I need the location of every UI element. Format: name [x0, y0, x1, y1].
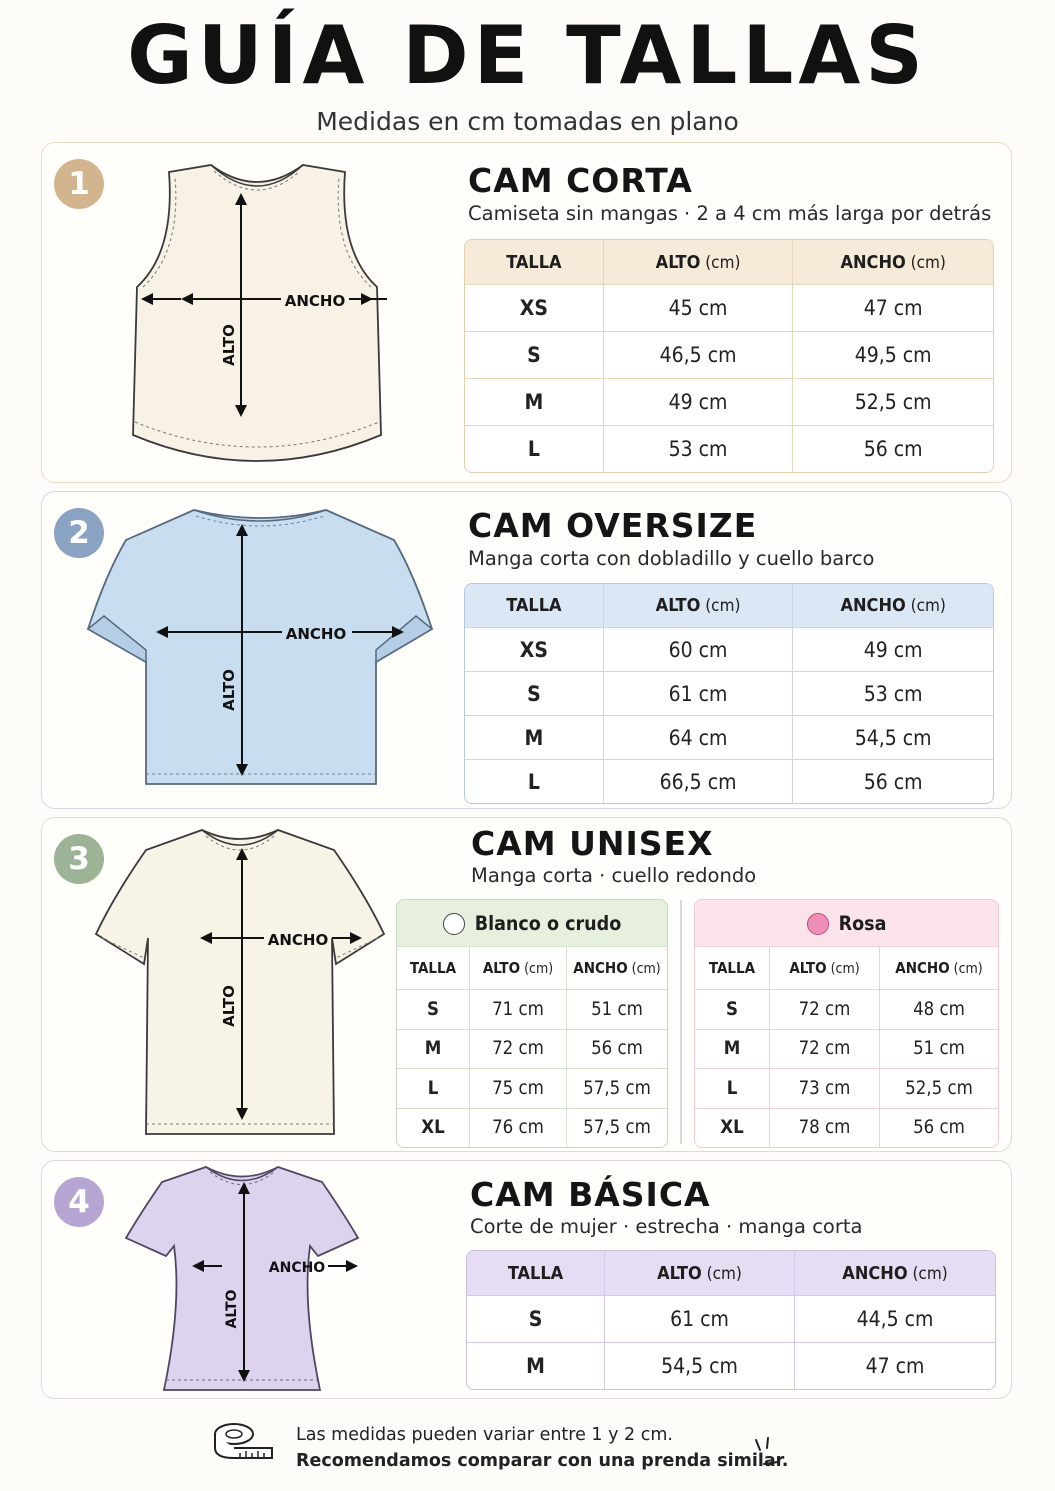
variation-note: Las medidas pueden variar entre 1 y 2 cm. — [296, 1425, 673, 1445]
section-subtitle: Manga corta · cuello redondo — [471, 864, 757, 887]
section-subtitle: Corte de mujer · estrecha · manga corta — [470, 1215, 863, 1238]
table-row — [397, 1069, 667, 1109]
ancho-cell: 53 cm — [793, 672, 993, 716]
table-row — [397, 1030, 667, 1070]
size-cell: S — [465, 672, 604, 716]
section-title: CAM UNISEX — [471, 824, 714, 863]
ancho-cell: 57,5 cm — [567, 1069, 667, 1109]
table-row — [465, 426, 993, 472]
size-table — [464, 239, 994, 473]
size-cell: M — [695, 1030, 770, 1070]
size-cell: S — [695, 990, 770, 1030]
alto-cell: 53 cm — [604, 426, 794, 472]
alto-cell: 72 cm — [470, 1030, 567, 1070]
table-row — [465, 332, 993, 379]
sparkle-icon — [752, 1436, 782, 1472]
size-cell: XS — [465, 285, 604, 332]
size-cell: S — [465, 332, 604, 379]
size-cell: M — [465, 379, 604, 426]
ancho-cell: 54,5 cm — [793, 716, 993, 760]
column-header: ALTO (cm) — [770, 947, 880, 990]
alto-cell: 64 cm — [604, 716, 794, 760]
ancho-cell: 56 cm — [880, 1109, 998, 1148]
alto-cell: 46,5 cm — [604, 332, 794, 379]
alto-cell: 71 cm — [470, 990, 567, 1030]
section-cam-basica — [41, 1160, 1012, 1399]
alto-cell: 49 cm — [604, 379, 794, 426]
ancho-cell: 52,5 cm — [793, 379, 993, 426]
alto-cell: 72 cm — [770, 990, 880, 1030]
section-subtitle: Camiseta sin mangas · 2 a 4 cm más larga por detrás — [468, 202, 992, 225]
color-swatch-icon — [807, 913, 829, 935]
section-number-badge: 1 — [54, 159, 104, 209]
color-variant-label: Blanco o crudo — [474, 911, 622, 935]
column-header: ANCHO (cm) — [880, 947, 998, 990]
column-header: ALTO (cm) — [604, 584, 794, 628]
alto-cell: 61 cm — [605, 1296, 795, 1343]
height-label: ALTO — [220, 324, 238, 366]
ancho-cell: 52,5 cm — [880, 1069, 998, 1109]
column-header: ALTO (cm) — [605, 1251, 795, 1296]
alto-cell: 75 cm — [470, 1069, 567, 1109]
alto-cell: 61 cm — [604, 672, 794, 716]
alto-cell: 73 cm — [770, 1069, 880, 1109]
table-row — [695, 990, 998, 1030]
section-number-badge: 4 — [54, 1177, 104, 1227]
color-swatch-icon — [443, 913, 465, 935]
ancho-cell: 57,5 cm — [567, 1109, 667, 1148]
size-cell: L — [397, 1069, 470, 1109]
table-row — [695, 1030, 998, 1070]
recommendation-note: Recomendamos comparar con una prenda similar. — [296, 1451, 789, 1471]
table-row — [465, 760, 993, 803]
page-title: GUÍA DE TALLAS — [127, 9, 928, 102]
size-table-blanco — [396, 899, 668, 1148]
table-row — [465, 672, 993, 716]
ancho-cell: 44,5 cm — [795, 1296, 995, 1343]
color-variant-label: Rosa — [838, 911, 887, 935]
color-variant-header — [397, 900, 667, 947]
column-header: TALLA — [465, 584, 604, 628]
alto-cell: 45 cm — [604, 285, 794, 332]
alto-cell: 66,5 cm — [604, 760, 794, 803]
alto-cell: 60 cm — [604, 628, 794, 672]
column-header: TALLA — [695, 947, 770, 990]
column-header: ANCHO (cm) — [793, 584, 993, 628]
size-cell: M — [465, 716, 604, 760]
column-header: ALTO (cm) — [470, 947, 567, 990]
section-number-badge: 3 — [54, 834, 104, 884]
measuring-tape-icon — [212, 1420, 276, 1472]
unisex-tee-illustration — [94, 826, 386, 1142]
table-row — [695, 1109, 998, 1148]
alto-cell: 72 cm — [770, 1030, 880, 1070]
size-cell: L — [465, 760, 604, 803]
column-header: ANCHO (cm) — [793, 240, 993, 285]
column-header: TALLA — [465, 240, 604, 285]
section-title: CAM CORTA — [468, 161, 693, 200]
section-title: CAM OVERSIZE — [468, 506, 758, 545]
ancho-cell: 56 cm — [567, 1030, 667, 1070]
womens-tee-illustration — [124, 1164, 360, 1396]
height-label: ALTO — [224, 1289, 240, 1329]
size-cell: M — [467, 1343, 605, 1389]
table-row — [397, 990, 667, 1030]
table-row — [465, 285, 993, 332]
ancho-cell: 49 cm — [793, 628, 993, 672]
oversize-tee-illustration — [84, 504, 444, 794]
column-header: ANCHO (cm) — [795, 1251, 995, 1296]
width-label: ANCHO — [285, 625, 347, 643]
size-cell: XL — [695, 1109, 770, 1148]
alto-cell: 54,5 cm — [605, 1343, 795, 1389]
table-row — [695, 1069, 998, 1109]
section-cam-corta — [41, 142, 1012, 483]
column-header: ANCHO (cm) — [567, 947, 667, 990]
height-label: ALTO — [220, 669, 238, 711]
ancho-cell: 47 cm — [795, 1343, 995, 1389]
page-subtitle: Medidas en cm tomadas en plano — [316, 107, 739, 136]
ancho-cell: 49,5 cm — [793, 332, 993, 379]
section-number-badge: 2 — [54, 508, 104, 558]
section-subtitle: Manga corta con dobladillo y cuello barco — [468, 547, 875, 570]
width-label: ANCHO — [284, 292, 346, 310]
section-cam-oversize — [41, 491, 1012, 809]
ancho-cell: 56 cm — [793, 426, 993, 472]
table-row — [465, 628, 993, 672]
table-divider — [680, 900, 682, 1144]
alto-cell: 76 cm — [470, 1109, 567, 1148]
size-cell: XS — [465, 628, 604, 672]
size-cell: L — [695, 1069, 770, 1109]
size-cell: S — [467, 1296, 605, 1343]
table-row — [465, 379, 993, 426]
table-row — [397, 1109, 667, 1148]
size-table — [464, 583, 994, 804]
ancho-cell: 48 cm — [880, 990, 998, 1030]
section-title: CAM BÁSICA — [470, 1175, 711, 1214]
table-row — [465, 716, 993, 760]
color-variant-header — [695, 900, 998, 947]
size-cell: XL — [397, 1109, 470, 1148]
ancho-cell: 51 cm — [880, 1030, 998, 1070]
section-cam-unisex — [41, 817, 1012, 1152]
size-cell: L — [465, 426, 604, 472]
column-header: ALTO (cm) — [604, 240, 794, 285]
width-label: ANCHO — [267, 931, 329, 949]
tank-top-illustration — [127, 157, 387, 467]
table-row — [467, 1343, 995, 1389]
height-label: ALTO — [220, 985, 238, 1027]
size-cell: M — [397, 1030, 470, 1070]
table-row — [467, 1296, 995, 1343]
size-cell: S — [397, 990, 470, 1030]
size-table — [466, 1250, 996, 1390]
size-table-rosa — [694, 899, 999, 1148]
alto-cell: 78 cm — [770, 1109, 880, 1148]
ancho-cell: 47 cm — [793, 285, 993, 332]
width-label: ANCHO — [268, 1260, 326, 1276]
ancho-cell: 51 cm — [567, 990, 667, 1030]
footer-note — [296, 1422, 788, 1474]
column-header: TALLA — [397, 947, 470, 990]
ancho-cell: 56 cm — [793, 760, 993, 803]
column-header: TALLA — [467, 1251, 605, 1296]
